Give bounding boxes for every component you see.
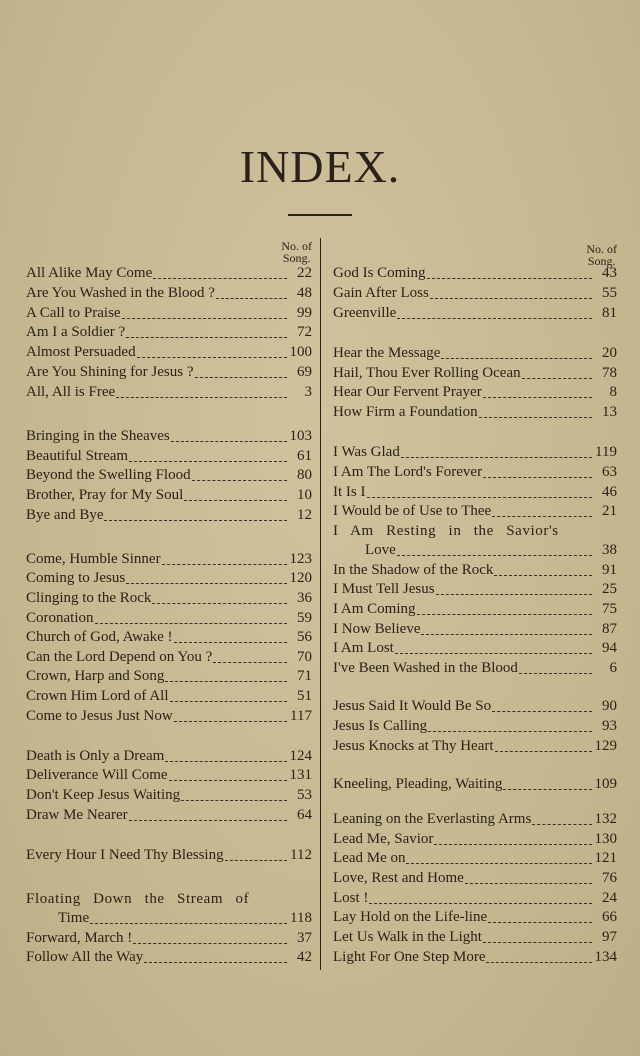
song-title: Jesus Is Calling xyxy=(333,718,428,735)
song-title: Deliverance Will Come xyxy=(26,767,168,784)
song-title: God Is Coming xyxy=(333,265,426,282)
song-title: Don't Keep Jesus Waiting xyxy=(26,787,181,804)
song-number: 43 xyxy=(602,265,617,282)
song-number: 13 xyxy=(602,404,617,421)
dot-leader xyxy=(174,721,287,722)
song-number: 3 xyxy=(304,384,312,401)
song-title: Love xyxy=(365,542,396,559)
song-title: All, All is Free xyxy=(26,384,116,401)
song-title: Bye and Bye xyxy=(26,507,104,524)
song-number: 70 xyxy=(297,649,312,666)
song-number: 120 xyxy=(289,570,312,587)
index-entry xyxy=(26,304,312,324)
song-number: 130 xyxy=(594,831,617,848)
song-title: I Am Coming xyxy=(333,601,416,618)
index-entry xyxy=(333,463,617,483)
index-entry xyxy=(26,569,312,589)
song-number: 64 xyxy=(297,807,312,824)
index-entry xyxy=(333,284,617,304)
song-number: 22 xyxy=(297,265,312,282)
dot-leader xyxy=(126,337,287,338)
song-number: 132 xyxy=(594,811,617,828)
index-entry xyxy=(333,849,617,869)
index-entry xyxy=(26,948,312,968)
index-entry xyxy=(333,304,617,324)
dot-leader xyxy=(479,417,592,418)
index-entry xyxy=(26,667,312,687)
song-title: Am I a Soldier ? xyxy=(26,324,126,341)
index-entry xyxy=(26,929,312,949)
index-entry xyxy=(333,737,617,757)
title-rule xyxy=(288,214,352,216)
song-number: 55 xyxy=(602,285,617,302)
index-entry xyxy=(333,639,617,659)
song-number: 90 xyxy=(602,698,617,715)
song-number: 72 xyxy=(297,324,312,341)
dot-leader xyxy=(144,962,287,963)
song-number: 63 xyxy=(602,464,617,481)
index-entry xyxy=(333,580,617,600)
dot-leader xyxy=(162,564,287,565)
song-number: 134 xyxy=(594,949,617,966)
dot-leader xyxy=(129,820,287,821)
song-number: 61 xyxy=(297,448,312,465)
index-entry xyxy=(26,264,312,284)
column-divider xyxy=(320,238,321,970)
index-entry xyxy=(333,561,617,581)
index-entry xyxy=(26,486,312,506)
song-number: 46 xyxy=(602,484,617,501)
song-title: Hear Our Fervent Prayer xyxy=(333,384,482,401)
index-entry xyxy=(333,717,617,737)
index-entry xyxy=(333,620,617,640)
song-title: Gain After Loss xyxy=(333,285,429,302)
dot-leader xyxy=(494,575,592,576)
song-number: 24 xyxy=(602,890,617,907)
song-number: 121 xyxy=(594,850,617,867)
song-title: I Must Tell Jesus xyxy=(333,581,435,598)
song-number-header: No. of Song. xyxy=(281,239,312,265)
song-number: 97 xyxy=(602,929,617,946)
index-entry xyxy=(333,383,617,403)
song-number: 119 xyxy=(595,444,617,461)
song-title: Clinging to the Rock xyxy=(26,590,152,607)
dot-leader xyxy=(492,711,592,712)
song-number: 66 xyxy=(602,909,617,926)
index-entry xyxy=(333,775,617,795)
dot-leader xyxy=(165,681,287,682)
song-number: 42 xyxy=(297,949,312,966)
index-entry xyxy=(333,403,617,423)
song-number: 81 xyxy=(602,305,617,322)
song-title: Lead Me, Savior xyxy=(333,831,434,848)
dot-leader xyxy=(488,922,592,923)
dot-leader xyxy=(465,883,592,884)
song-number: 94 xyxy=(602,640,617,657)
song-title: Love, Rest and Home xyxy=(333,870,464,887)
index-entry xyxy=(26,363,312,383)
song-number: 48 xyxy=(297,285,312,302)
dot-leader xyxy=(519,673,592,674)
dot-leader xyxy=(122,318,287,319)
dot-leader xyxy=(417,614,592,615)
dot-leader xyxy=(192,480,287,481)
index-entry xyxy=(26,648,312,668)
dot-leader xyxy=(95,623,288,624)
song-number: 38 xyxy=(602,542,617,559)
song-title: I Am The Lord's Forever xyxy=(333,464,483,481)
index-entry xyxy=(333,522,617,542)
index-entry xyxy=(333,869,617,889)
song-title: Follow All the Way xyxy=(26,949,144,966)
index-entry xyxy=(333,483,617,503)
song-title: I Would be of Use to Thee xyxy=(333,503,492,520)
index-entry xyxy=(333,659,617,679)
index-entry xyxy=(26,323,312,343)
index-entry xyxy=(333,264,617,284)
dot-leader xyxy=(483,942,592,943)
index-entry xyxy=(26,466,312,486)
index-entry xyxy=(26,383,312,403)
dot-leader xyxy=(195,377,287,378)
song-title: Jesus Knocks at Thy Heart xyxy=(333,738,494,755)
dot-leader xyxy=(153,278,287,279)
index-entry xyxy=(26,550,312,570)
song-title: Beautiful Stream xyxy=(26,448,129,465)
song-title: Beyond the Swelling Flood xyxy=(26,467,191,484)
song-number: 78 xyxy=(602,365,617,382)
index-entry xyxy=(333,443,617,463)
dot-leader xyxy=(397,555,592,556)
dot-leader xyxy=(367,497,593,498)
dot-leader xyxy=(397,318,592,319)
dot-leader xyxy=(401,457,592,458)
dot-leader xyxy=(90,923,287,924)
dot-leader xyxy=(171,441,287,442)
song-title: Death is Only a Dream xyxy=(26,748,165,765)
dot-leader xyxy=(169,780,287,781)
song-title: Light For One Step More xyxy=(333,949,486,966)
index-entry xyxy=(333,830,617,850)
song-title: How Firm a Foundation xyxy=(333,404,478,421)
song-title: Time xyxy=(58,910,90,927)
song-title: I Am Lost xyxy=(333,640,394,657)
dot-leader xyxy=(174,642,287,643)
index-entry xyxy=(26,609,312,629)
index-entry xyxy=(333,541,617,561)
dot-leader xyxy=(126,583,286,584)
dot-leader xyxy=(532,824,591,825)
index-entry xyxy=(26,427,312,447)
song-title: Are You Shining for Jesus ? xyxy=(26,364,194,381)
index-entry xyxy=(26,628,312,648)
song-number: 21 xyxy=(602,503,617,520)
song-number: 124 xyxy=(289,748,312,765)
index-entry xyxy=(26,589,312,609)
page-title: INDEX. xyxy=(239,141,401,192)
index-entry xyxy=(26,786,312,806)
dot-leader xyxy=(430,298,592,299)
song-title: Let Us Walk in the Light xyxy=(333,929,482,946)
dot-leader xyxy=(165,761,286,762)
dot-leader xyxy=(486,962,591,963)
song-number: 37 xyxy=(297,930,312,947)
song-number: 59 xyxy=(297,610,312,627)
index-entry xyxy=(26,890,312,910)
index-entry xyxy=(26,707,312,727)
dot-leader xyxy=(104,520,287,521)
index-entry xyxy=(333,502,617,522)
dot-leader xyxy=(395,653,592,654)
song-title: All Alike May Come xyxy=(26,265,153,282)
dot-leader xyxy=(225,860,287,861)
dot-leader xyxy=(406,863,591,864)
dot-leader xyxy=(216,298,287,299)
index-entry xyxy=(26,766,312,786)
song-number: 87 xyxy=(602,621,617,638)
song-number: 25 xyxy=(602,581,617,598)
song-title: Crown Him Lord of All xyxy=(26,688,169,705)
dot-leader xyxy=(492,516,592,517)
song-title: Lay Hold on the Life-line xyxy=(333,909,488,926)
song-number: 76 xyxy=(602,870,617,887)
dot-leader xyxy=(133,943,287,944)
index-entry xyxy=(26,343,312,363)
dot-leader xyxy=(213,662,287,663)
dot-leader xyxy=(428,731,592,732)
song-number: 123 xyxy=(289,551,312,568)
song-title: Bringing in the Sheaves xyxy=(26,428,170,445)
song-title: In the Shadow of the Rock xyxy=(333,562,494,579)
song-title: Lead Me on xyxy=(333,850,406,867)
song-number: 131 xyxy=(289,767,312,784)
song-title: I Am Resting in the Savior's xyxy=(333,523,559,540)
index-entry xyxy=(333,600,617,620)
song-number: 53 xyxy=(297,787,312,804)
dot-leader xyxy=(137,357,287,358)
dot-leader xyxy=(116,397,287,398)
song-title: Greenville xyxy=(333,305,397,322)
song-number: 117 xyxy=(290,708,312,725)
song-title: Forward, March ! xyxy=(26,930,133,947)
song-number: 51 xyxy=(297,688,312,705)
song-title: Draw Me Nearer xyxy=(26,807,128,824)
index-entry xyxy=(26,846,312,866)
song-number: 10 xyxy=(297,487,312,504)
song-title: Crown, Harp and Song xyxy=(26,668,165,685)
song-title: Church of God, Awake ! xyxy=(26,629,173,646)
index-entry xyxy=(26,687,312,707)
index-entry xyxy=(333,364,617,384)
song-title: It Is I xyxy=(333,484,366,501)
dot-leader xyxy=(129,461,287,462)
song-title: Floating Down the Stream of xyxy=(26,891,250,908)
index-entry xyxy=(333,344,617,364)
dot-leader xyxy=(503,789,591,790)
song-number: 118 xyxy=(290,910,312,927)
song-number: 75 xyxy=(602,601,617,618)
song-number: 91 xyxy=(602,562,617,579)
dot-leader xyxy=(483,477,592,478)
song-title: Kneeling, Pleading, Waiting xyxy=(333,776,503,793)
song-number: 93 xyxy=(602,718,617,735)
song-number: 69 xyxy=(297,364,312,381)
song-number: 12 xyxy=(297,507,312,524)
index-entry xyxy=(26,909,312,929)
song-title: Coming to Jesus xyxy=(26,570,126,587)
dot-leader xyxy=(441,358,592,359)
song-title: Lost ! xyxy=(333,890,369,907)
dot-leader xyxy=(181,800,287,801)
song-title: Come to Jesus Just Now xyxy=(26,708,173,725)
index-entry xyxy=(333,889,617,909)
dot-leader xyxy=(152,603,287,604)
dot-leader xyxy=(434,844,591,845)
dot-leader xyxy=(522,378,592,379)
song-title: Leaning on the Everlasting Arms xyxy=(333,811,532,828)
dot-leader xyxy=(369,903,592,904)
song-title: I Now Believe xyxy=(333,621,421,638)
song-number: 36 xyxy=(297,590,312,607)
dot-leader xyxy=(427,278,592,279)
song-title: I Was Glad xyxy=(333,444,400,461)
dot-leader xyxy=(421,634,592,635)
index-entry xyxy=(26,284,312,304)
song-number: 99 xyxy=(297,305,312,322)
dot-leader xyxy=(495,751,592,752)
song-number: 129 xyxy=(594,738,617,755)
song-title: Can the Lord Depend on You ? xyxy=(26,649,213,666)
index-entry xyxy=(26,447,312,467)
song-title: Every Hour I Need Thy Blessing xyxy=(26,847,224,864)
index-entry xyxy=(26,747,312,767)
song-number: 8 xyxy=(609,384,617,401)
dot-leader xyxy=(436,594,592,595)
dot-leader xyxy=(170,701,288,702)
song-number: 103 xyxy=(289,428,312,445)
dot-leader xyxy=(184,500,287,501)
song-number: 80 xyxy=(297,467,312,484)
song-number: 6 xyxy=(609,660,617,677)
dot-leader xyxy=(483,397,592,398)
song-title: Are You Washed in the Blood ? xyxy=(26,285,215,302)
song-title: I've Been Washed in the Blood xyxy=(333,660,518,677)
song-number: 100 xyxy=(289,344,312,361)
song-title: Brother, Pray for My Soul xyxy=(26,487,184,504)
index-entry xyxy=(333,928,617,948)
song-number-header: No. of Song. xyxy=(586,242,617,268)
song-number: 112 xyxy=(290,847,312,864)
song-title: A Call to Praise xyxy=(26,305,121,322)
song-title: Jesus Said It Would Be So xyxy=(333,698,492,715)
song-title: Come, Humble Sinner xyxy=(26,551,161,568)
song-title: Hear the Message xyxy=(333,345,441,362)
index-entry xyxy=(333,948,617,968)
song-title: Coronation xyxy=(26,610,94,627)
song-title: Almost Persuaded xyxy=(26,344,136,361)
song-number: 20 xyxy=(602,345,617,362)
song-number: 109 xyxy=(594,776,617,793)
song-number: 71 xyxy=(297,668,312,685)
index-entry xyxy=(26,506,312,526)
index-entry xyxy=(333,908,617,928)
index-entry xyxy=(333,697,617,717)
index-entry xyxy=(26,806,312,826)
index-entry xyxy=(333,810,617,830)
song-number: 56 xyxy=(297,629,312,646)
song-title: Hail, Thou Ever Rolling Ocean xyxy=(333,365,521,382)
